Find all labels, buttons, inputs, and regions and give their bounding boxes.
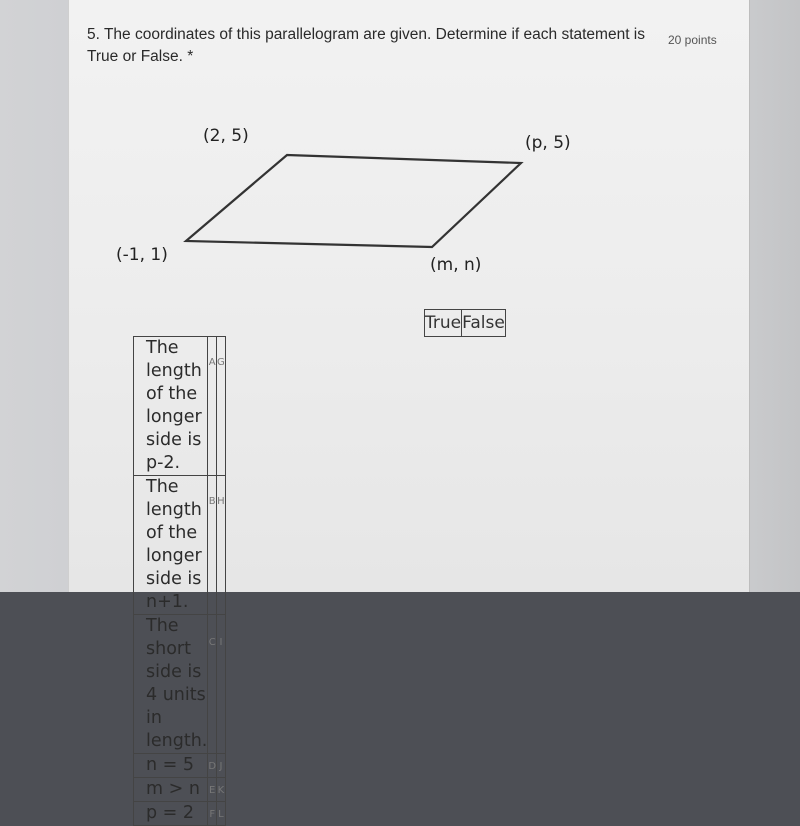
true-option-cell[interactable]: A xyxy=(208,337,217,476)
table-row xyxy=(134,754,226,778)
true-option-cell[interactable]: C xyxy=(208,615,217,754)
false-option-cell[interactable]: J xyxy=(217,754,226,778)
table-row xyxy=(134,476,226,615)
vertex-label-bottom-right: (m, n) xyxy=(430,255,482,275)
vertex-label-top-left: (2, 5) xyxy=(203,126,249,146)
statement-cell: n = 5 xyxy=(134,754,208,778)
table-body xyxy=(133,336,226,826)
points-label: 20 points xyxy=(668,33,717,47)
false-option-cell[interactable]: K xyxy=(217,778,226,802)
vertex-label-top-right: (p, 5) xyxy=(525,133,571,153)
statement-cell: The length of the longer side is n+1. xyxy=(134,476,208,615)
false-option-cell[interactable]: H xyxy=(217,476,226,615)
true-option-cell[interactable]: D xyxy=(208,754,217,778)
false-option-cell[interactable]: I xyxy=(217,615,226,754)
vertex-label-bottom-left: (-1, 1) xyxy=(116,245,168,265)
parallelogram-shape xyxy=(186,155,521,247)
table-row xyxy=(134,802,226,826)
false-option-cell[interactable]: G xyxy=(217,337,226,476)
question-text: 5. The coordinates of this parallelogram are given. Determine if each statement is True or False. * xyxy=(87,26,645,65)
table-row xyxy=(134,615,226,754)
table-header xyxy=(424,309,506,337)
statement-cell: The short side is 4 units in length. xyxy=(134,615,208,754)
table-row xyxy=(134,778,226,802)
statement-cell: p = 2 xyxy=(134,802,208,826)
statement-cell: The length of the longer side is p-2. xyxy=(134,337,208,476)
true-option-cell[interactable]: F xyxy=(208,802,217,826)
statement-cell: m > n xyxy=(134,778,208,802)
true-option-cell[interactable]: E xyxy=(208,778,217,802)
false-option-cell[interactable]: L xyxy=(217,802,226,826)
header-true: True xyxy=(425,310,462,337)
true-option-cell[interactable]: B xyxy=(208,476,217,615)
header-false: False xyxy=(462,310,506,337)
table-row xyxy=(134,337,226,476)
